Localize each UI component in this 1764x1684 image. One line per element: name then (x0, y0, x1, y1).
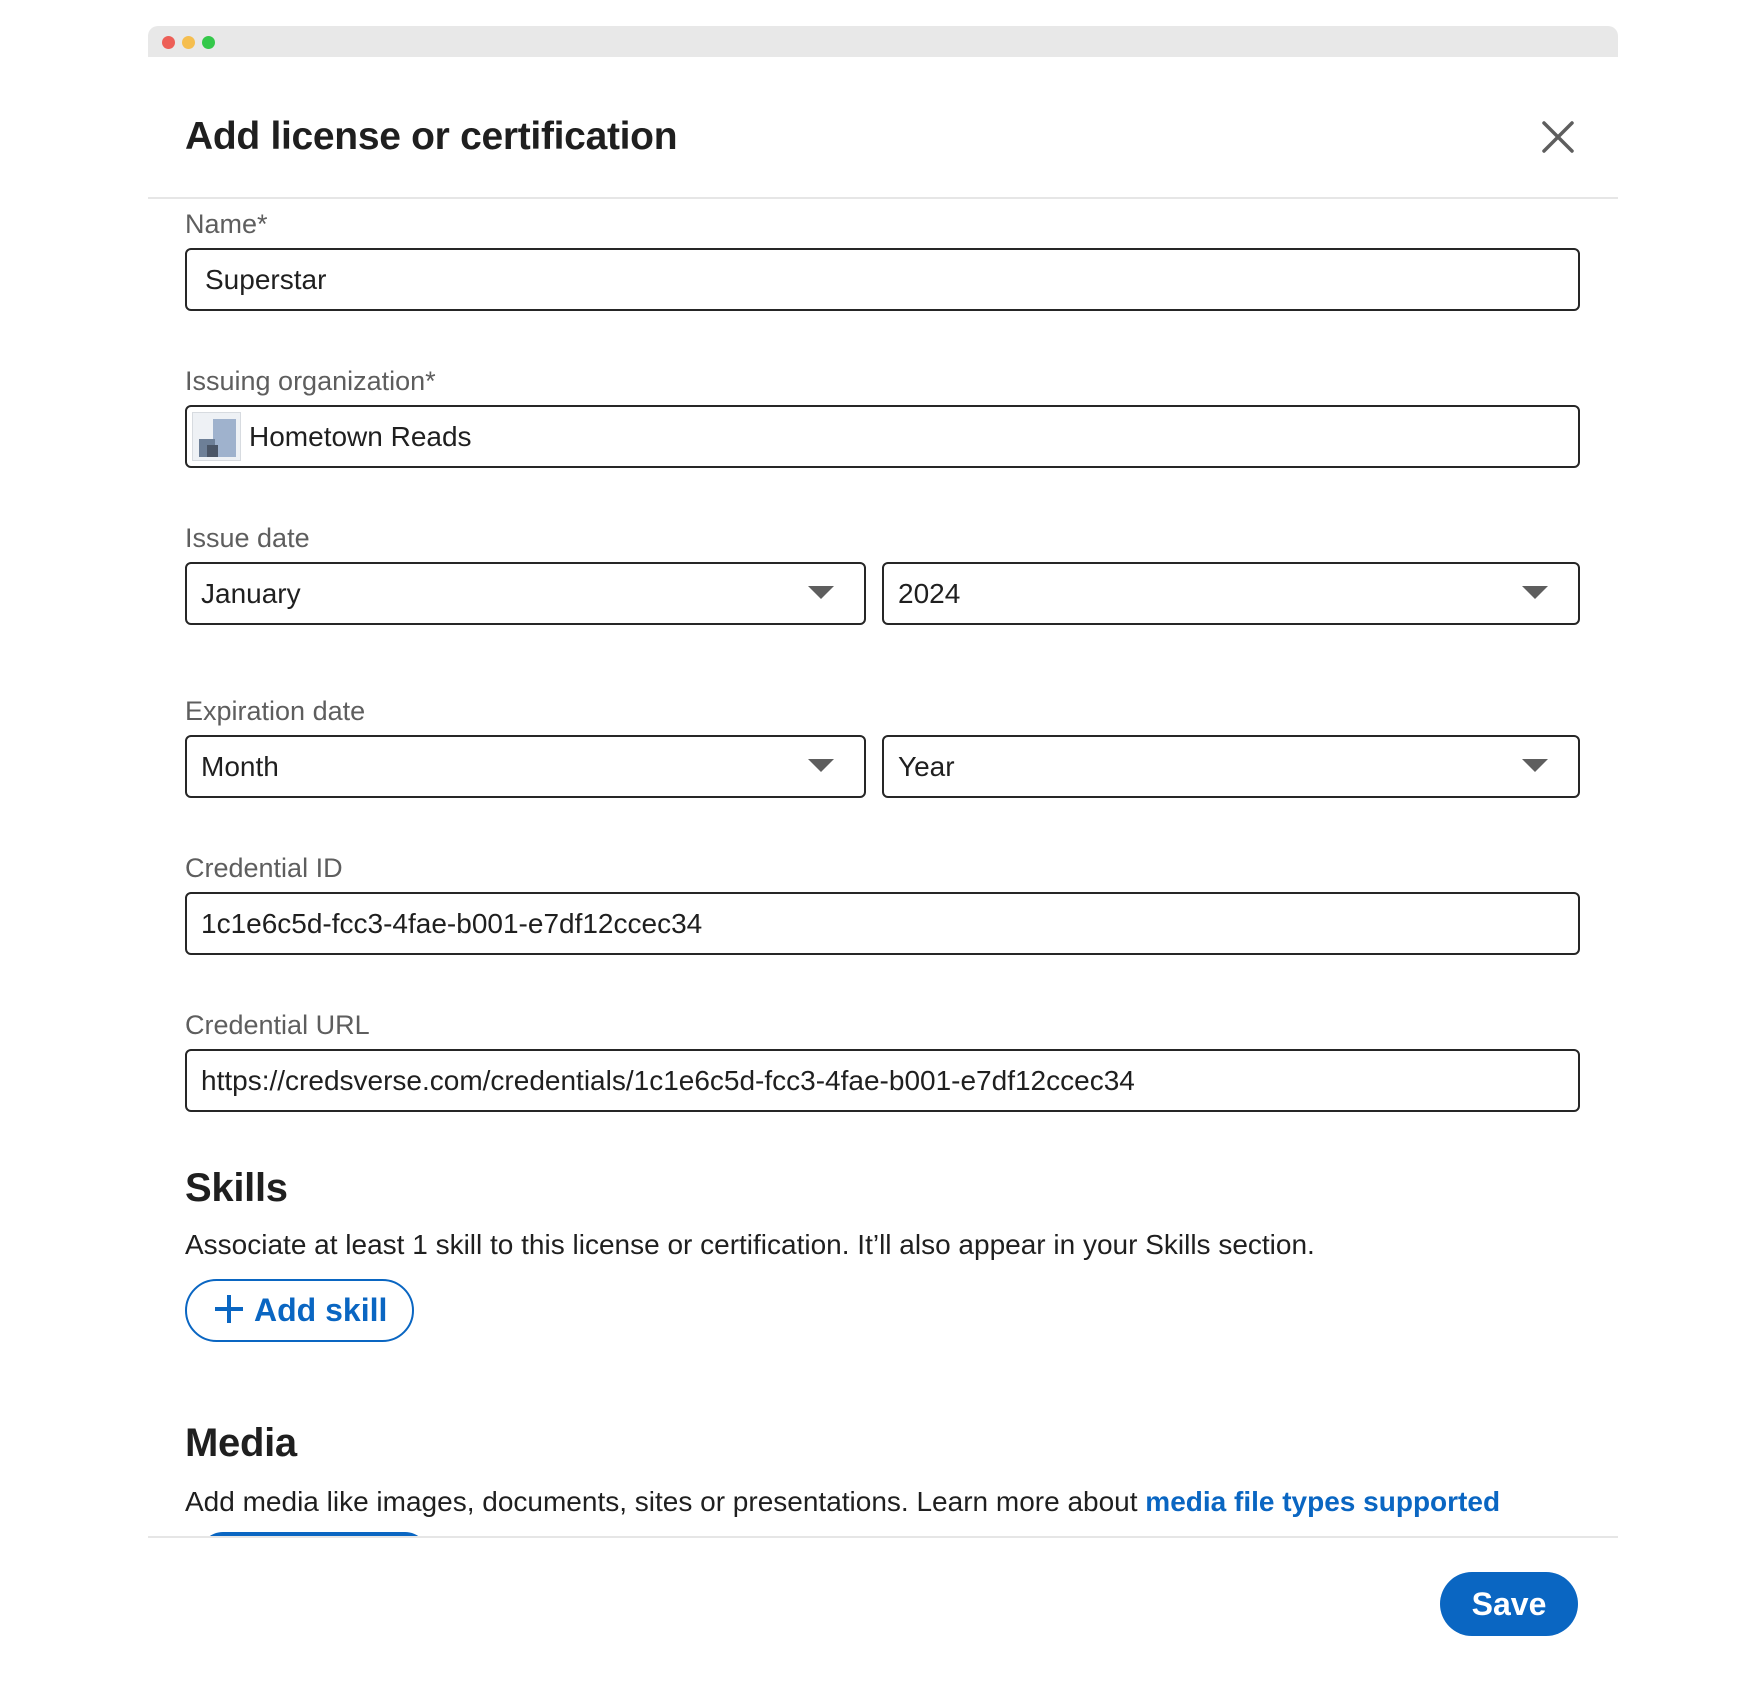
window-zoom-dot[interactable] (202, 36, 215, 49)
issuing-org-value: Hometown Reads (249, 421, 472, 452)
credential-url-input[interactable] (185, 1049, 1580, 1112)
expiration-month-select[interactable] (185, 735, 866, 798)
issue-month-value: January (201, 578, 301, 609)
dialog-footer (148, 1536, 1618, 1678)
expiration-year-select[interactable] (882, 735, 1580, 798)
issue-year-select[interactable] (882, 562, 1580, 625)
dialog-header (148, 57, 1618, 199)
window-minimize-dot[interactable] (182, 36, 195, 49)
add-skill-button[interactable] (185, 1279, 414, 1342)
chevron-down-icon (1522, 586, 1548, 599)
window-close-dot[interactable] (162, 36, 175, 49)
save-button[interactable]: Save (1440, 1572, 1578, 1636)
media-heading: Media (185, 1421, 297, 1465)
issue-date-label: Issue date (185, 523, 310, 553)
name-value: Superstar (205, 264, 327, 295)
chevron-down-icon (808, 586, 834, 599)
issue-month-select[interactable] (185, 562, 866, 625)
window-titlebar (148, 26, 1618, 57)
organization-logo-icon (192, 412, 241, 461)
plus-icon (215, 1295, 243, 1323)
dialog-title: Add license or certification (185, 115, 678, 158)
media-file-types-link[interactable]: media file types supported (1145, 1486, 1501, 1517)
credential-url-value: https://credsverse.com/credentials/1c1e6c5d-fcc3-4fae-b001-e7df12ccec34 (201, 1065, 1135, 1096)
media-description-text: Add media like images, documents, sites or presentations. Learn more about (185, 1486, 1146, 1517)
add-skill-label: Add skill (254, 1292, 388, 1328)
credential-url-label: Credential URL (185, 1010, 370, 1040)
expiration-month-value: Month (201, 751, 279, 782)
close-button[interactable] (1538, 117, 1578, 157)
issuing-org-label: Issuing organization* (185, 366, 436, 396)
close-icon (1538, 117, 1578, 157)
media-description (185, 1486, 1500, 1518)
credential-id-value: 1c1e6c5d-fcc3-4fae-b001-e7df12ccec34 (201, 908, 703, 939)
skills-heading: Skills (185, 1166, 288, 1210)
chevron-down-icon (1522, 759, 1548, 772)
name-input[interactable] (185, 248, 1580, 311)
expiration-year-value: Year (898, 751, 955, 782)
dialog-window (148, 26, 1618, 1676)
credential-id-label: Credential ID (185, 853, 343, 883)
chevron-down-icon (808, 759, 834, 772)
issue-year-value: 2024 (898, 578, 961, 609)
issuing-org-input[interactable] (185, 405, 1580, 468)
name-label: Name* (185, 209, 268, 239)
expiration-date-label: Expiration date (185, 696, 366, 726)
credential-id-input[interactable] (185, 892, 1580, 955)
skills-description: Associate at least 1 skill to this license or certification. It’ll also appear in your Skills section. (185, 1229, 1315, 1260)
